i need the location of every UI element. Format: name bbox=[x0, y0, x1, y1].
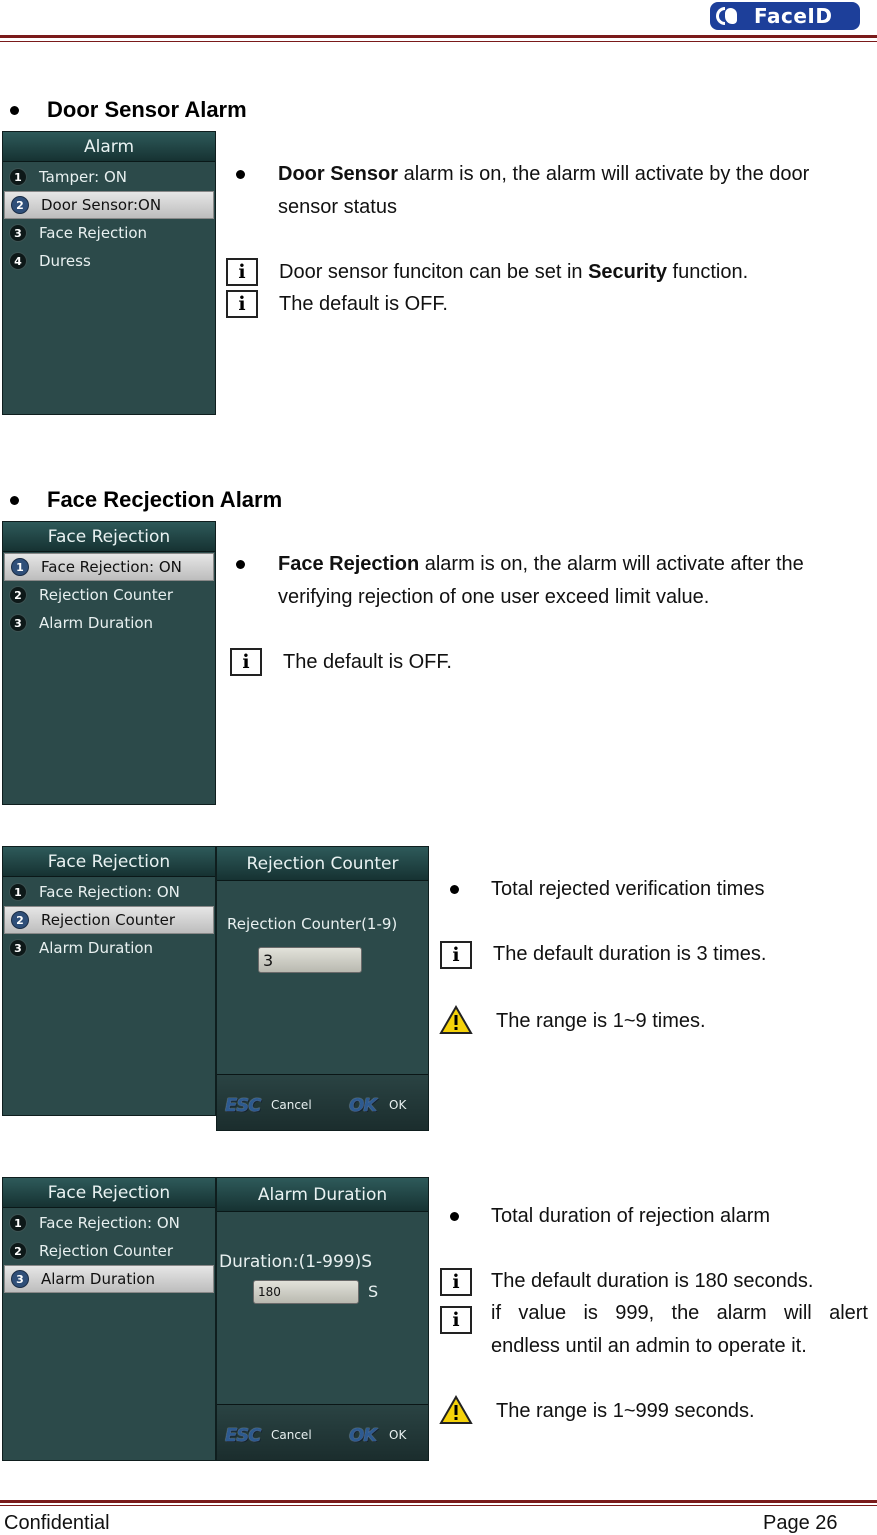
menu-item-label: Alarm Duration bbox=[41, 1270, 156, 1288]
menu-item-alarm-duration[interactable] bbox=[4, 1265, 214, 1293]
alarm-menu bbox=[3, 162, 215, 275]
screen-title: Face Rejection bbox=[3, 522, 215, 552]
screen-title: Rejection Counter bbox=[217, 847, 428, 881]
info-note-endless-line2: endless until an admin to operate it. bbox=[491, 1335, 807, 1357]
face-rejection-menu bbox=[3, 552, 215, 637]
menu-item-face-rejection-on[interactable] bbox=[3, 878, 215, 906]
number-badge: 3 bbox=[9, 224, 27, 242]
description-text: alarm is on, the alarm will activate by the door bbox=[398, 163, 810, 185]
number-badge: 1 bbox=[9, 883, 27, 901]
info-icon: i bbox=[440, 1306, 472, 1334]
alarm-duration-input[interactable]: 180 bbox=[253, 1280, 359, 1304]
esc-key-icon[interactable]: ESC bbox=[225, 1095, 261, 1116]
menu-item-duress[interactable] bbox=[3, 247, 215, 275]
menu-item-label: Face Rejection: ON bbox=[39, 883, 180, 901]
screen-title: Alarm bbox=[3, 132, 215, 162]
screen-title: Face Rejection bbox=[3, 847, 215, 877]
menu-item-alarm-duration[interactable] bbox=[3, 934, 215, 962]
esc-key-icon[interactable]: ESC bbox=[225, 1425, 261, 1446]
note-text: function. bbox=[667, 261, 749, 283]
cancel-label: Cancel bbox=[271, 1098, 312, 1112]
menu-item-label: Rejection Counter bbox=[39, 1242, 174, 1260]
heading-bullet bbox=[10, 496, 19, 505]
info-icon: i bbox=[440, 1268, 472, 1296]
heading-bullet bbox=[10, 106, 19, 115]
list-bullet bbox=[450, 1212, 459, 1221]
term-bold: Face Rejection bbox=[278, 553, 420, 575]
description-text-line2: sensor status bbox=[278, 196, 397, 218]
list-bullet bbox=[450, 885, 459, 894]
menu-item-rejection-counter[interactable] bbox=[3, 1237, 215, 1265]
face-rejection-menu-screen bbox=[2, 846, 216, 1116]
logo-text: FaceID bbox=[754, 4, 833, 28]
face-rejection-menu-screen bbox=[2, 1177, 216, 1461]
warning-range: The range is 1~9 times. bbox=[496, 1010, 706, 1032]
menu-item-label: Face Rejection: ON bbox=[39, 1214, 180, 1232]
number-badge: 2 bbox=[9, 586, 27, 604]
ok-key-icon[interactable]: OK bbox=[349, 1095, 377, 1116]
menu-item-door-sensor[interactable] bbox=[4, 191, 214, 219]
screen-title: Alarm Duration bbox=[217, 1178, 428, 1212]
face-rejection-menu bbox=[3, 1208, 215, 1293]
face-rejection-menu-screen bbox=[2, 521, 216, 805]
info-note-default: The default is OFF. bbox=[279, 293, 448, 315]
screen-softkey-bar bbox=[217, 1404, 428, 1460]
rejection-counter-description: Total rejected verification times bbox=[491, 878, 765, 900]
footer-rule-thin bbox=[0, 1505, 877, 1506]
confidential-label: Confidential bbox=[4, 1512, 110, 1534]
faceid-logo bbox=[710, 2, 860, 30]
menu-item-label: Rejection Counter bbox=[41, 911, 176, 929]
number-badge: 1 bbox=[9, 1214, 27, 1232]
menu-item-face-rejection-on[interactable] bbox=[3, 1209, 215, 1237]
note-bold: Security bbox=[588, 261, 667, 283]
menu-item-label: Tamper: ON bbox=[39, 168, 127, 186]
number-badge: 4 bbox=[9, 252, 27, 270]
unit-label: S bbox=[368, 1282, 379, 1301]
field-label: Duration:(1-999)S bbox=[219, 1252, 373, 1272]
number-badge: 1 bbox=[11, 558, 29, 576]
number-badge: 2 bbox=[11, 911, 29, 929]
door-sensor-heading: Door Sensor Alarm bbox=[47, 97, 247, 122]
info-note-endless-line1: if value is 999, the alarm will alert bbox=[491, 1302, 868, 1324]
screen-title: Face Rejection bbox=[3, 1178, 215, 1208]
ok-label: OK bbox=[389, 1098, 407, 1112]
menu-item-face-rejection-on[interactable] bbox=[4, 553, 214, 581]
rejection-counter-input[interactable]: 3 bbox=[258, 947, 362, 973]
rejection-counter-screen bbox=[216, 846, 429, 1131]
warning-range: The range is 1~999 seconds. bbox=[496, 1400, 755, 1422]
face-profile-icon bbox=[714, 4, 744, 28]
menu-item-label: Duress bbox=[39, 252, 91, 270]
description-text-line2: verifying rejection of one user exceed limit value. bbox=[278, 586, 710, 608]
info-icon: i bbox=[440, 941, 472, 969]
menu-item-label: Door Sensor:ON bbox=[41, 196, 162, 214]
number-badge: 3 bbox=[9, 614, 27, 632]
menu-item-rejection-counter[interactable] bbox=[4, 906, 214, 934]
page-number: Page 26 bbox=[763, 1512, 838, 1534]
info-icon: i bbox=[230, 648, 262, 676]
alarm-duration-description: Total duration of rejection alarm bbox=[491, 1205, 771, 1227]
warning-icon bbox=[439, 1395, 473, 1425]
warning-icon bbox=[439, 1005, 473, 1035]
description-text: alarm is on, the alarm will activate after the bbox=[419, 553, 804, 575]
list-bullet bbox=[236, 560, 245, 569]
door-sensor-description bbox=[278, 158, 870, 224]
number-badge: 1 bbox=[9, 168, 27, 186]
term-bold: Door Sensor bbox=[278, 163, 399, 185]
info-note-default-count: The default duration is 3 times. bbox=[493, 943, 767, 965]
menu-item-label: Rejection Counter bbox=[39, 586, 174, 604]
menu-item-label: Face Rejection: ON bbox=[41, 558, 182, 576]
cancel-label: Cancel bbox=[271, 1428, 312, 1442]
face-rejection-menu bbox=[3, 877, 215, 962]
field-label: Rejection Counter(1-9) bbox=[227, 915, 398, 933]
number-badge: 3 bbox=[11, 1270, 29, 1288]
footer-rule bbox=[0, 1500, 877, 1503]
info-note-default-duration: The default duration is 180 seconds. bbox=[491, 1270, 814, 1292]
note-text: Door sensor funciton can be set in bbox=[279, 261, 589, 283]
alarm-menu-screen bbox=[2, 131, 216, 415]
face-rejection-heading: Face Recjection Alarm bbox=[47, 487, 283, 512]
menu-item-face-rejection[interactable] bbox=[3, 219, 215, 247]
info-icon: i bbox=[226, 258, 258, 286]
menu-item-rejection-counter[interactable] bbox=[3, 581, 215, 609]
info-note-security bbox=[279, 256, 748, 289]
number-badge: 3 bbox=[9, 939, 27, 957]
header-rule bbox=[0, 35, 877, 38]
info-icon: i bbox=[226, 290, 258, 318]
menu-item-tamper[interactable] bbox=[3, 163, 215, 191]
ok-label: OK bbox=[389, 1428, 407, 1442]
menu-item-label: Alarm Duration bbox=[39, 614, 154, 632]
alarm-duration-screen bbox=[216, 1177, 429, 1461]
header-rule-thin bbox=[0, 41, 877, 42]
face-rejection-description bbox=[278, 548, 870, 614]
info-note-default: The default is OFF. bbox=[283, 651, 452, 673]
number-badge: 2 bbox=[11, 196, 29, 214]
menu-item-label: Face Rejection bbox=[39, 224, 148, 242]
menu-item-label: Alarm Duration bbox=[39, 939, 154, 957]
number-badge: 2 bbox=[9, 1242, 27, 1260]
screen-softkey-bar bbox=[217, 1074, 428, 1130]
ok-key-icon[interactable]: OK bbox=[349, 1425, 377, 1446]
list-bullet bbox=[236, 170, 245, 179]
menu-item-alarm-duration[interactable] bbox=[3, 609, 215, 637]
